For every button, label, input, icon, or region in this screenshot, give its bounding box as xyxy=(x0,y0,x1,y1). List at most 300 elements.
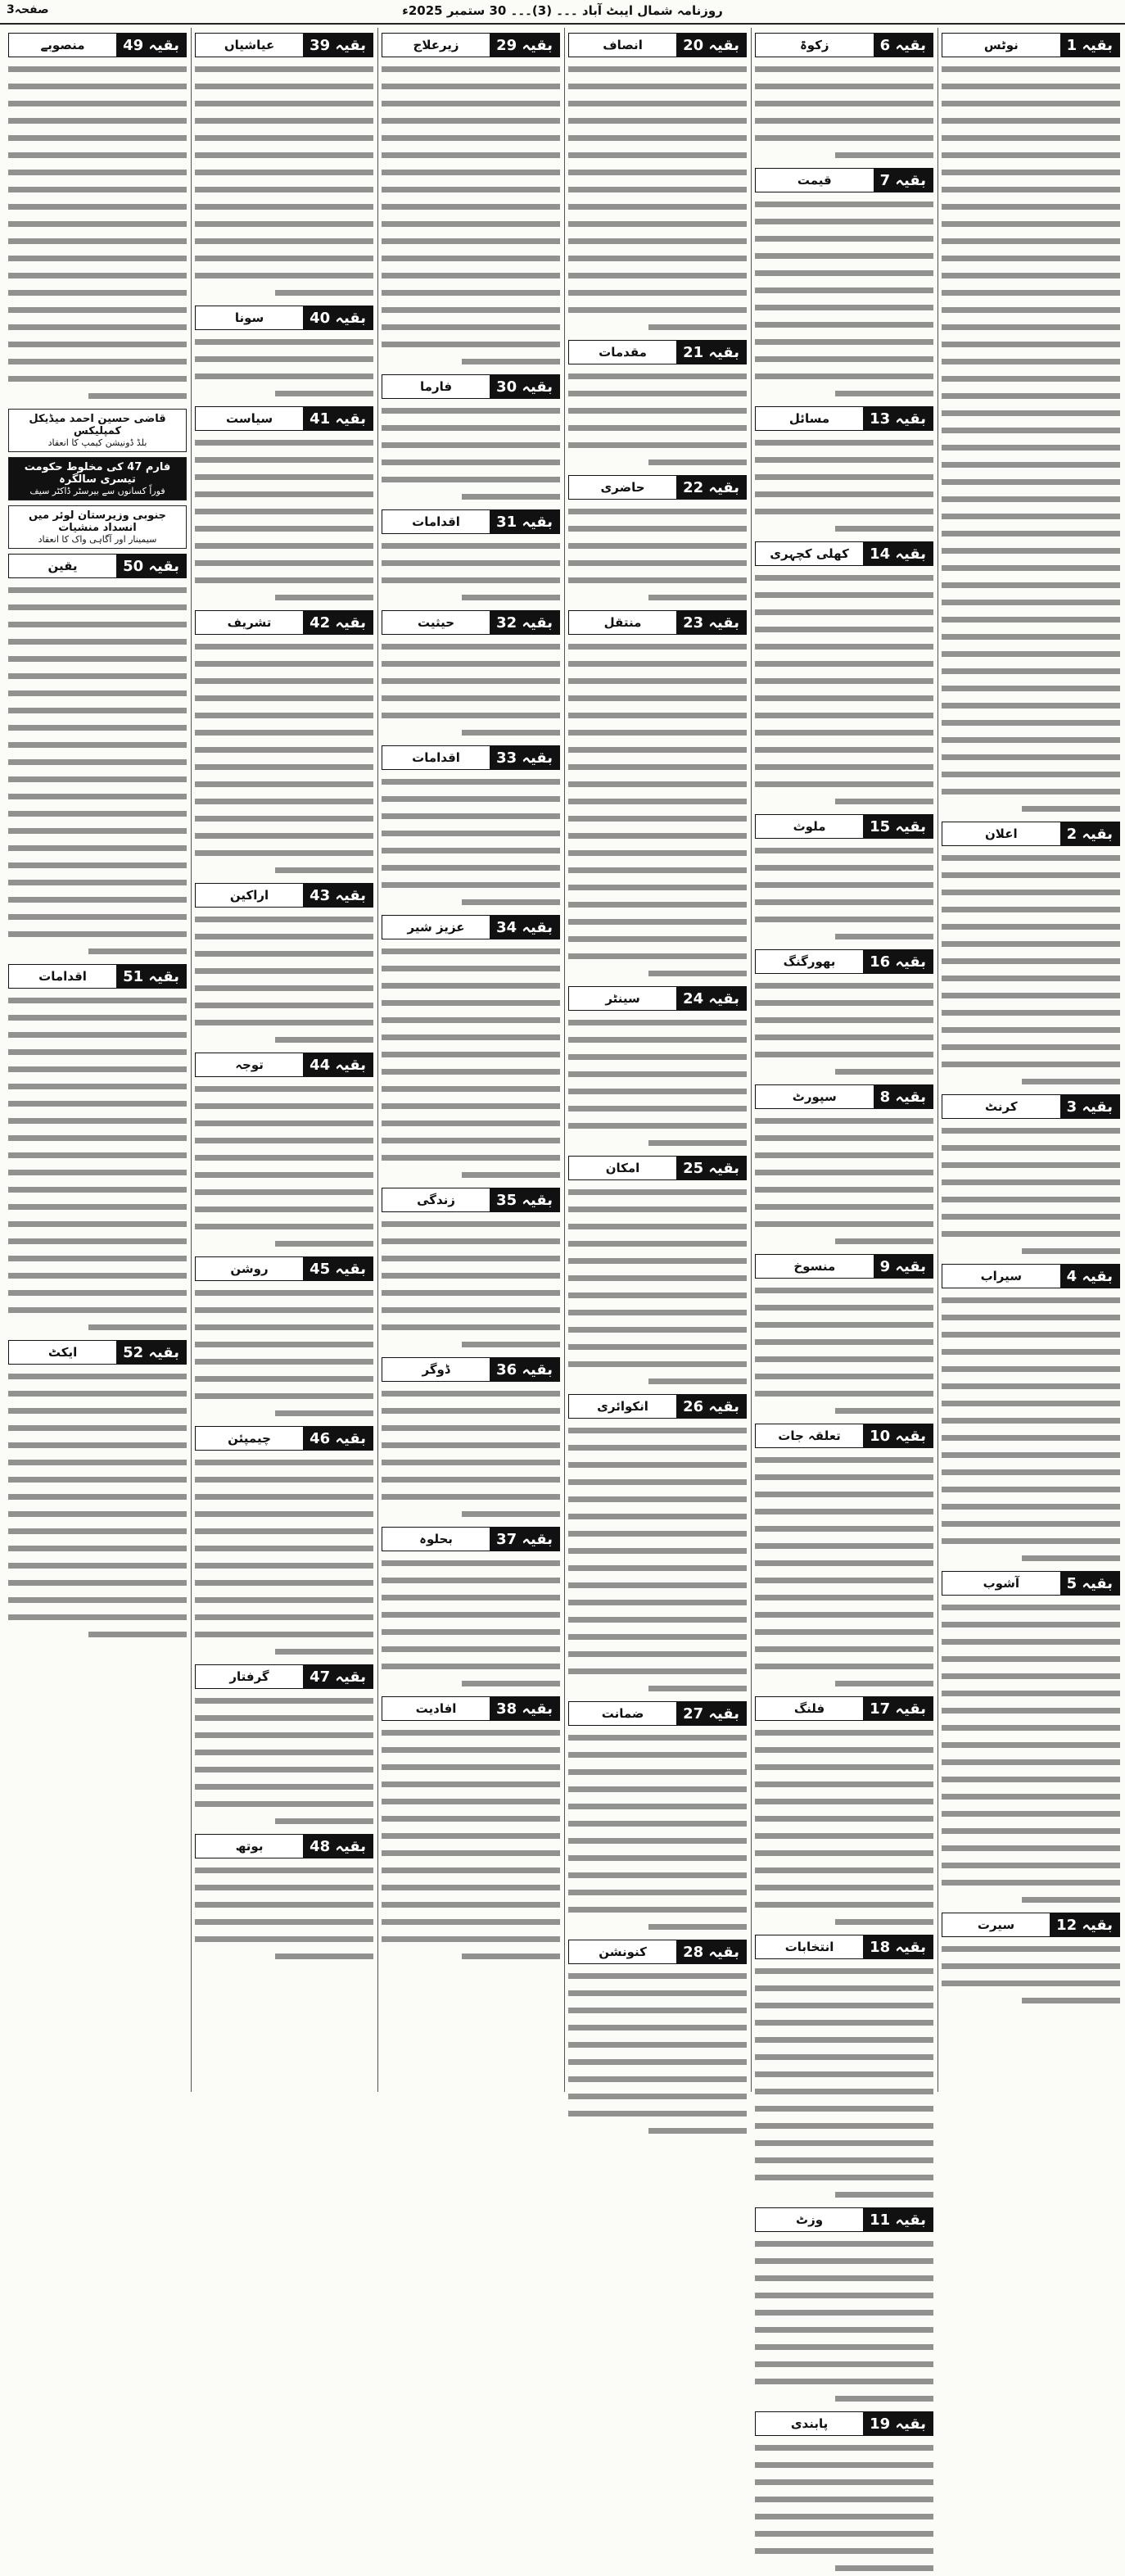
text-line xyxy=(382,555,560,571)
continuation-tag xyxy=(8,964,187,989)
continuation-number: بقیہ 10 xyxy=(863,1424,933,1447)
column-divider xyxy=(377,28,378,2092)
text-line xyxy=(755,1759,933,1775)
text-line xyxy=(942,867,1120,883)
text-line xyxy=(8,634,187,650)
text-line xyxy=(942,936,1120,952)
text-line xyxy=(755,2032,933,2048)
news-headline-box xyxy=(8,457,187,500)
continuation-number: بقیہ 52 xyxy=(116,1341,186,1364)
continuation-keyword: ضمانت xyxy=(569,1702,676,1725)
text-line xyxy=(195,96,373,111)
column-divider xyxy=(191,28,192,2092)
text-line xyxy=(8,806,187,822)
text-line xyxy=(568,1985,747,2001)
text-line xyxy=(942,1039,1120,1055)
text-line xyxy=(195,1133,373,1148)
continuation-tag xyxy=(755,1696,933,1721)
text-line xyxy=(755,894,933,910)
text-line xyxy=(755,1452,933,1468)
text-line xyxy=(755,995,933,1011)
text-line xyxy=(195,1219,373,1234)
text-line xyxy=(568,113,747,129)
article-continuation xyxy=(755,1935,933,2203)
continuation-tag xyxy=(382,610,560,635)
text-line xyxy=(382,808,560,824)
text-line xyxy=(8,251,187,266)
text-line xyxy=(195,1762,373,1777)
text-line xyxy=(755,351,933,367)
text-line xyxy=(942,1327,1120,1342)
text-line xyxy=(8,1575,187,1591)
text-line xyxy=(755,504,933,519)
column-5 xyxy=(193,29,375,2090)
text-line xyxy=(755,639,933,654)
article-continuation xyxy=(195,33,373,301)
text-line xyxy=(755,1030,933,1045)
text-line xyxy=(382,1759,560,1775)
continuation-tag xyxy=(382,745,560,770)
text-line xyxy=(568,1101,747,1116)
text-line xyxy=(195,1489,373,1505)
text-line xyxy=(755,113,933,129)
text-line xyxy=(8,1216,187,1232)
continuation-number: بقیہ 1 xyxy=(1060,34,1119,57)
continuation-tag xyxy=(755,541,933,566)
text-line xyxy=(382,1914,560,1930)
text-line xyxy=(568,845,747,861)
text-line xyxy=(8,582,187,598)
column-divider xyxy=(564,28,565,2092)
continuation-tag xyxy=(195,610,373,635)
continuation-number: بقیہ 45 xyxy=(303,1257,373,1280)
continuation-keyword: بھورگنگ xyxy=(756,950,863,973)
article-continuation xyxy=(568,475,747,605)
text-line xyxy=(195,1727,373,1743)
text-line xyxy=(1022,1243,1120,1259)
text-line xyxy=(462,590,560,605)
text-line xyxy=(8,686,187,701)
article-continuation xyxy=(755,949,933,1080)
text-line xyxy=(942,371,1120,387)
continuation-keyword: زیرعلاج xyxy=(382,34,490,57)
text-line xyxy=(8,302,187,318)
text-line xyxy=(568,2071,747,2087)
text-line xyxy=(568,1288,747,1303)
continuation-number: بقیہ 25 xyxy=(676,1157,746,1179)
article-continuation xyxy=(942,1264,1120,1566)
text-line xyxy=(568,1236,747,1252)
text-line xyxy=(382,319,560,335)
text-line xyxy=(568,1474,747,1490)
text-line xyxy=(755,656,933,672)
text-line xyxy=(755,79,933,94)
text-line xyxy=(568,1833,747,1849)
text-line xyxy=(942,509,1120,524)
article-continuation xyxy=(195,1053,373,1252)
text-line xyxy=(568,1781,747,1797)
text-line xyxy=(382,1489,560,1505)
article-continuation xyxy=(382,374,560,505)
headline-subtext: سیمینار اور آگاہی واک کا انعقاد xyxy=(38,534,157,545)
continuation-tag xyxy=(568,33,747,57)
text-line xyxy=(382,1216,560,1232)
article-continuation xyxy=(195,1664,373,1829)
text-line xyxy=(755,317,933,333)
text-line xyxy=(942,1226,1120,1242)
article-continuation xyxy=(195,1256,373,1421)
text-line xyxy=(195,1592,373,1608)
text-line xyxy=(568,2054,747,2070)
text-line xyxy=(8,668,187,684)
text-line xyxy=(942,953,1120,969)
text-line xyxy=(942,147,1120,163)
continuation-keyword: انصاف xyxy=(569,34,676,57)
text-line xyxy=(382,538,560,554)
text-line xyxy=(755,1963,933,1979)
text-line xyxy=(568,1202,747,1217)
text-line xyxy=(568,639,747,654)
article-continuation xyxy=(942,33,1120,817)
article-continuation xyxy=(755,406,933,536)
text-line xyxy=(568,1492,747,1507)
text-line xyxy=(568,690,747,706)
text-line xyxy=(942,1123,1120,1139)
text-line xyxy=(755,1607,933,1623)
continuation-number: بقیہ 12 xyxy=(1050,1913,1119,1936)
text-line xyxy=(382,251,560,266)
text-line xyxy=(382,690,560,706)
text-line xyxy=(568,1867,747,1883)
text-line xyxy=(195,165,373,180)
text-line xyxy=(195,828,373,844)
text-line xyxy=(568,1526,747,1542)
continuation-number: بقیہ 27 xyxy=(676,1702,746,1725)
text-line xyxy=(382,1659,560,1674)
text-line xyxy=(755,725,933,740)
continuation-number: بقیہ 4 xyxy=(1060,1265,1119,1288)
text-line xyxy=(755,61,933,77)
text-line xyxy=(8,1079,187,1094)
text-line xyxy=(195,845,373,861)
text-line xyxy=(275,1406,373,1421)
continuation-keyword: انتخابات xyxy=(756,1935,863,1958)
text-line xyxy=(755,452,933,468)
text-line xyxy=(382,1794,560,1809)
continuation-number: بقیہ 49 xyxy=(116,34,186,57)
text-line xyxy=(568,759,747,775)
text-line xyxy=(568,573,747,588)
text-line xyxy=(568,1322,747,1338)
text-line xyxy=(8,754,187,770)
text-line xyxy=(382,774,560,790)
text-line xyxy=(8,1062,187,1077)
continuation-number: بقیہ 34 xyxy=(490,916,559,939)
article-continuation xyxy=(942,1571,1120,1908)
text-line xyxy=(942,1057,1120,1072)
text-line xyxy=(382,96,560,111)
text-line xyxy=(942,319,1120,335)
continuation-number: بقیہ 15 xyxy=(863,815,933,838)
continuation-number: بقیہ 24 xyxy=(676,987,746,1010)
text-line xyxy=(755,673,933,689)
continuation-tag xyxy=(8,554,187,578)
text-line xyxy=(568,811,747,826)
text-line xyxy=(568,1578,747,1593)
continuation-keyword: ایکٹ xyxy=(9,1341,116,1364)
text-line xyxy=(755,1334,933,1350)
text-line xyxy=(568,1902,747,1917)
text-line xyxy=(755,978,933,994)
continuation-tag xyxy=(755,1424,933,1448)
text-line xyxy=(568,420,747,436)
text-line xyxy=(195,1523,373,1539)
text-line xyxy=(942,285,1120,301)
text-line xyxy=(382,403,560,419)
text-line xyxy=(755,2474,933,2490)
text-line xyxy=(88,1320,187,1335)
text-line xyxy=(195,555,373,571)
text-line xyxy=(195,639,373,654)
text-line xyxy=(755,487,933,502)
text-line xyxy=(942,1192,1120,1207)
text-line xyxy=(568,2037,747,2053)
text-line xyxy=(942,1344,1120,1360)
continuation-keyword: ملوث xyxy=(756,815,863,838)
text-line xyxy=(568,948,747,964)
text-line xyxy=(195,656,373,672)
text-line xyxy=(942,1976,1120,1991)
text-line xyxy=(755,2339,933,2355)
continuation-number: بقیہ 42 xyxy=(303,611,373,634)
text-line xyxy=(755,1113,933,1129)
text-line xyxy=(568,1219,747,1234)
text-line xyxy=(568,1066,747,1082)
text-line xyxy=(195,268,373,283)
text-line xyxy=(8,720,187,736)
continuation-keyword: بحلوہ xyxy=(382,1528,490,1551)
text-line xyxy=(942,1789,1120,1804)
text-line xyxy=(195,998,373,1013)
text-line xyxy=(8,1506,187,1522)
text-line xyxy=(8,147,187,163)
continuation-number: بقیہ 14 xyxy=(863,542,933,565)
text-line xyxy=(8,285,187,301)
text-line xyxy=(835,1914,933,1930)
article-continuation xyxy=(382,1357,560,1522)
text-line xyxy=(195,1558,373,1573)
text-line xyxy=(8,926,187,942)
continuation-keyword: فارما xyxy=(382,375,490,398)
text-line xyxy=(755,1369,933,1384)
text-line xyxy=(568,130,747,146)
continuation-keyword: اقدامات xyxy=(9,965,116,988)
text-line xyxy=(462,1337,560,1352)
article-continuation xyxy=(755,541,933,809)
text-line xyxy=(755,1199,933,1215)
continuation-keyword: اعلان xyxy=(942,822,1060,845)
text-line xyxy=(8,337,187,352)
article-continuation xyxy=(195,1834,373,1964)
text-line xyxy=(195,1337,373,1352)
text-line xyxy=(8,1113,187,1129)
text-line xyxy=(568,1612,747,1628)
text-line xyxy=(568,2020,747,2035)
text-line xyxy=(8,165,187,180)
text-line xyxy=(568,1664,747,1679)
text-line xyxy=(755,604,933,620)
text-line xyxy=(462,354,560,369)
continuation-keyword: سینٹر xyxy=(569,987,676,1010)
text-line xyxy=(942,388,1120,404)
text-line xyxy=(8,1044,187,1060)
text-line xyxy=(942,784,1120,799)
text-line xyxy=(755,759,933,775)
text-line xyxy=(568,914,747,930)
text-line xyxy=(755,130,933,146)
text-line xyxy=(568,1184,747,1200)
text-line xyxy=(195,1371,373,1387)
text-line xyxy=(382,1624,560,1640)
text-line xyxy=(88,944,187,959)
text-line xyxy=(382,285,560,301)
text-line xyxy=(8,233,187,249)
text-line xyxy=(942,1430,1120,1446)
text-line xyxy=(382,1455,560,1470)
continuation-tag xyxy=(568,340,747,364)
text-line xyxy=(195,1098,373,1114)
continuation-tag xyxy=(568,986,747,1011)
text-line xyxy=(195,1081,373,1097)
text-line xyxy=(755,2543,933,2559)
column-2 xyxy=(753,29,935,2433)
text-line xyxy=(382,791,560,807)
text-line xyxy=(568,2003,747,2018)
text-line xyxy=(568,1629,747,1645)
text-line xyxy=(382,199,560,215)
text-line xyxy=(942,919,1120,935)
continuation-number: بقیہ 37 xyxy=(490,1528,559,1551)
text-line xyxy=(382,182,560,197)
text-line xyxy=(755,1880,933,1895)
continuation-tag xyxy=(195,1256,373,1281)
text-line xyxy=(568,1885,747,1900)
continuation-number: بقیہ 44 xyxy=(303,1053,373,1076)
text-line xyxy=(942,1499,1120,1514)
text-line xyxy=(8,1268,187,1283)
continuation-number: بقیہ 40 xyxy=(303,306,373,329)
continuation-keyword: سیاست xyxy=(196,407,303,430)
text-line xyxy=(835,1234,933,1249)
text-line xyxy=(568,776,747,792)
continuation-number: بقیہ 47 xyxy=(303,1665,373,1688)
continuation-number: بقیہ 32 xyxy=(490,611,559,634)
continuation-keyword: توجہ xyxy=(196,1053,303,1076)
continuation-tag xyxy=(382,915,560,939)
text-line xyxy=(568,251,747,266)
text-line xyxy=(568,437,747,453)
text-line xyxy=(568,880,747,895)
article-continuation xyxy=(382,33,560,369)
text-line xyxy=(568,96,747,111)
text-line xyxy=(755,265,933,281)
continuation-number: بقیہ 7 xyxy=(874,169,933,192)
text-line xyxy=(382,1098,560,1114)
continuation-keyword: نوٹس xyxy=(942,34,1060,57)
continuation-keyword: کھلی کچہری xyxy=(756,542,863,565)
text-line xyxy=(195,1541,373,1556)
text-line xyxy=(568,216,747,232)
continuation-tag xyxy=(755,406,933,431)
text-line xyxy=(568,1560,747,1576)
text-line xyxy=(942,595,1120,610)
text-line xyxy=(195,130,373,146)
text-line xyxy=(8,772,187,787)
text-line xyxy=(195,1627,373,1642)
text-line xyxy=(8,61,187,77)
text-line xyxy=(942,971,1120,986)
article-continuation xyxy=(8,964,187,1335)
continuation-keyword: زکوۃ xyxy=(756,34,874,57)
text-line xyxy=(8,79,187,94)
text-line xyxy=(195,1116,373,1131)
text-line xyxy=(755,435,933,450)
text-line xyxy=(755,622,933,637)
article-continuation xyxy=(568,610,747,981)
text-line xyxy=(8,858,187,873)
continuation-tag xyxy=(755,33,933,57)
text-line xyxy=(568,61,747,77)
continuation-tag xyxy=(568,1701,747,1726)
text-line xyxy=(942,629,1120,645)
text-line xyxy=(195,369,373,384)
text-line xyxy=(8,1234,187,1249)
text-line xyxy=(942,1806,1120,1822)
article-continuation xyxy=(942,1094,1120,1259)
text-line xyxy=(648,319,747,335)
continuation-keyword: ڈوگر xyxy=(382,1358,490,1381)
text-line xyxy=(568,897,747,912)
text-line xyxy=(568,673,747,689)
text-line xyxy=(942,1465,1120,1480)
text-line xyxy=(195,1880,373,1895)
text-line xyxy=(382,1150,560,1166)
continuation-tag xyxy=(755,1935,933,1959)
text-line xyxy=(942,1140,1120,1156)
column-6 xyxy=(7,29,188,2090)
article-continuation xyxy=(755,1084,933,1249)
text-line xyxy=(755,300,933,315)
text-line xyxy=(942,1840,1120,1856)
text-line xyxy=(942,715,1120,731)
text-line xyxy=(942,577,1120,593)
text-line xyxy=(755,231,933,247)
text-line xyxy=(195,1354,373,1369)
text-line xyxy=(382,1234,560,1249)
text-line xyxy=(195,1745,373,1760)
text-line xyxy=(568,1457,747,1473)
text-line xyxy=(462,1949,560,1964)
text-line xyxy=(8,1420,187,1436)
text-line xyxy=(8,600,187,615)
text-line xyxy=(382,233,560,249)
text-line xyxy=(942,302,1120,318)
text-line xyxy=(8,216,187,232)
text-line xyxy=(195,912,373,927)
text-line xyxy=(942,1686,1120,1701)
text-line xyxy=(942,612,1120,627)
text-line xyxy=(195,1609,373,1625)
